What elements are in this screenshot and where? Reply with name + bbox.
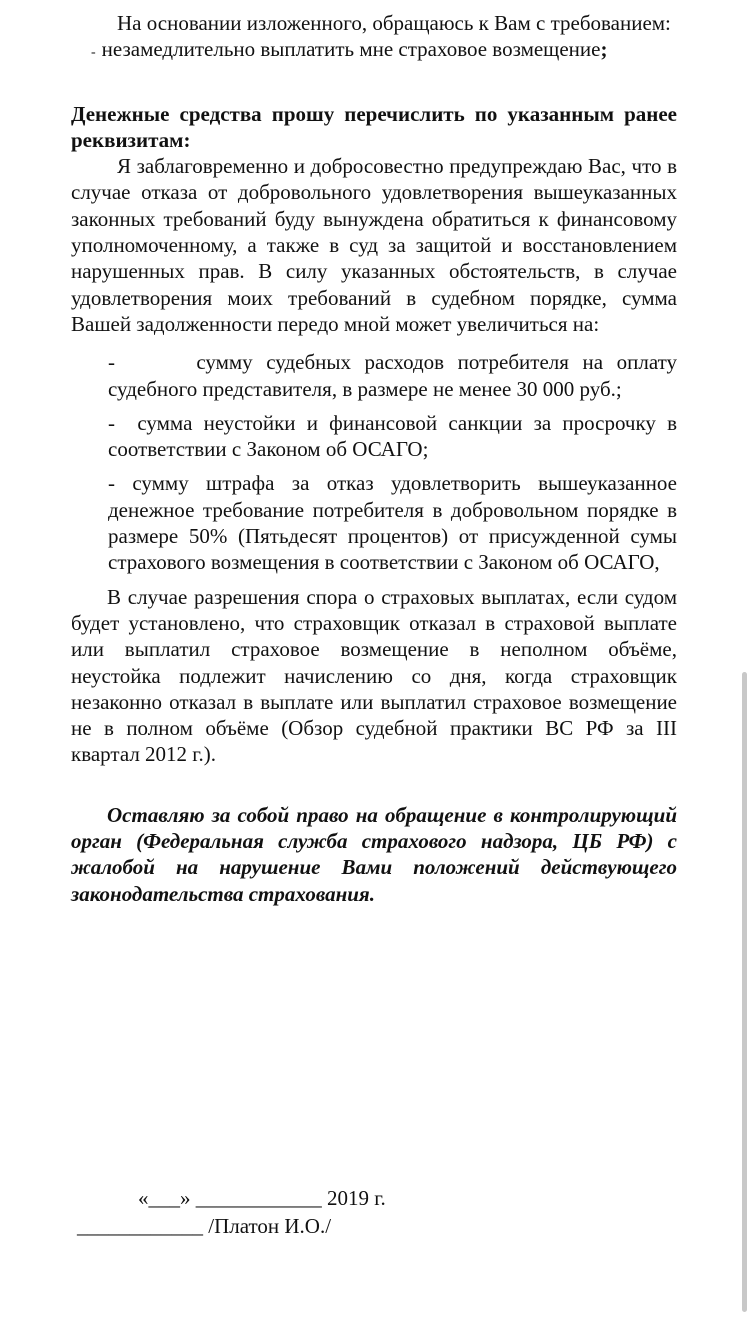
court-practice-paragraph: В случае разрешения спора о страховых выплатах, если судом будет установлено, что страховщик отказал в страховой выплате или выплатил страховое возмещение в неполном объёме, неустойка подлежит начислению со дня, когда страховщик незаконно отказал в выплате или выплатил страховое возмещение не в полном объёме (Обзор судебной практики ВС РФ за III квартал 2012 г.). (71, 584, 677, 767)
request-item-dash: - (91, 45, 96, 61)
date-line: «___» ____________ 2019 г. (138, 1186, 386, 1210)
claims-list (71, 349, 677, 575)
request-paragraph: На основании изложенного, обращаюсь к Вам с требованием: (117, 11, 671, 35)
claim-item-penalty: - сумма неустойки и финансовой санкции за просрочку в соответствии с Законом об ОСАГО; (108, 410, 677, 462)
reservation-paragraph: Оставляю за собой право на обращение в контролирующий орган (Федеральная служба страхового надзора, ЦБ РФ) с жалобой на нарушение Вами положений действующего законодательства страхования. (71, 802, 677, 906)
request-item-text: незамедлительно выплатить мне страховое возмещение (101, 37, 601, 62)
claim-item-fine: - сумму штрафа за отказ удовлетворить вышеуказанное денежное требование потребителя в добровольном порядке в размере 50% (Пятьдесят процентов) от присужденной сумы страхового возмещения в соответствии с Законом об ОСАГО, (108, 471, 677, 575)
scrollbar[interactable] (742, 672, 747, 1312)
warning-paragraph: Я заблаговременно и добросовестно предупреждаю Вас, что в случае отказа от добровольного удовлетворения вышеуказанных законных требований буду вынуждена обратиться к финансовому уполномоченному, а также в суд за защитой и восстановлением нарушенных прав. В силу указанных обстоятельств, в случае удовлетворения моих требований в судебном порядке, сумма Вашей задолженности передо мной может увеличиться на: (71, 154, 677, 336)
signature-line: ____________ /Платон И.О./ (77, 1214, 332, 1238)
document-body (71, 10, 677, 907)
request-item (71, 36, 677, 66)
claim-item-legal-costs: - сумму судебных расходов потребителя на оплату судебного представителя, в размере не менее 30 000 руб.; (108, 350, 677, 401)
payment-heading: Денежные средства прошу перечислить по указанным ранее реквизитам: (71, 101, 677, 152)
request-item-semicolon: ; (600, 37, 608, 62)
